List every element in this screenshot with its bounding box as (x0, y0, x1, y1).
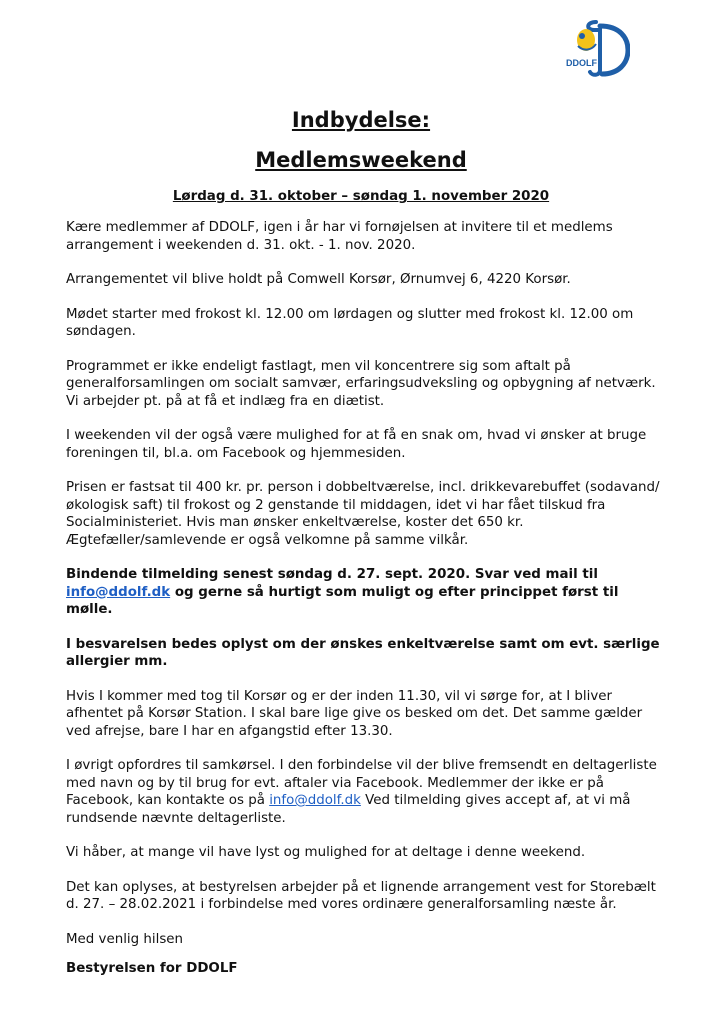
registration-text-a: Bindende tilmelding senest søndag d. 27. sept. 2020. Svar ved mail til (66, 567, 598, 582)
paragraph-discussion: I weekenden vil der også være mulighed for at få en snak om, hvad vi ønsker at bruge foreningen til, bl.a. om Facebook og hjemmesiden. (66, 428, 647, 461)
paragraph-next-event: Det kan oplyses, at bestyrelsen arbejder på et lignende arrangement vest for Storebælt d. 27. – 28.02.2021 i forbindelse med vores ordinære generalforsamling næste år. (66, 879, 656, 912)
paragraph-carpool (66, 757, 666, 827)
registration-email-link[interactable]: info@ddolf.dk (66, 584, 171, 600)
paragraph-intro: Kære medlemmer af DDOLF, igen i år har vi fornøjelsen at invitere til et medlems arrangement i weekenden d. 31. okt. - 1. nov. 2020. (66, 220, 613, 253)
paragraph-room-request: I besvarelsen bedes oplyst om der ønskes enkeltværelse samt om evt. særlige allergier mm. (66, 636, 660, 669)
ddolf-logo-graphic (566, 16, 630, 82)
paragraph-registration (66, 566, 666, 619)
event-dates: Lørdag d. 31. oktober – søndag 1. november 2020 (172, 189, 550, 204)
signature: Bestyrelsen for DDOLF (66, 961, 238, 976)
logo-text: DDOLF (566, 58, 597, 68)
registration-text-b: og gerne så hurtigt som muligt og efter princippet først til mølle. (66, 584, 619, 617)
paragraph-train-pickup: Hvis I kommer med tog til Korsør og er der inden 11.30, vil vi sørge for, at I bliver afhentet på Korsør Station. I skal bare lige give os besked om det. Det samme gælder ved afrejse, bare I har en afgangstid efter 13.30. (66, 688, 643, 739)
paragraph-price: Prisen er fastsat til 400 kr. pr. person i dobbeltværelse, incl. drikkevarebuffet (sodavand/økologisk saft) til frokost og 2 genstande til middagen, idet vi har fået tilskud fra Socialministeriet. Hvis man ønsker enkeltværelse, koster det 650 kr. Ægtefæller/samlevende er også velkomne på samme vilkår. (66, 480, 660, 548)
paragraph-hope: Vi håber, at mange vil have lyst og mulighed for at deltage i denne weekend. (66, 845, 586, 860)
carpool-text-b: Ved tilmelding gives accept af, at vi må rundsende nævnte deltagerliste. (66, 793, 631, 826)
paragraph-program: Programmet er ikke endeligt fastlagt, men vil koncentrere sig som aftalt på generalforsamlingen om socialt samvær, erfaringsudveksling og opbygning af netværk. Vi arbejder pt. på at få et indlæg fra en diætist. (66, 358, 656, 409)
closing-greeting: Med venlig hilsen (66, 931, 184, 947)
paragraph-schedule: Mødet starter med frokost kl. 12.00 om lørdagen og slutter med frokost kl. 12.00 om søndagen. (66, 306, 634, 339)
carpool-text-a: I øvrigt opfordres til samkørsel. I den forbindelse vil der blive fremsendt en deltagerliste med navn og by til brug for evt. aftaler via Facebook. Medlemmer der ikke er på Facebook, kan kontakte os på (66, 758, 657, 808)
heading-invitation: Indbydelse: (291, 108, 431, 132)
paragraph-venue: Arrangementet vil blive holdt på Comwell Korsør, Ørnumvej 6, 4220 Korsør. (66, 272, 571, 287)
ddolf-logo (566, 16, 630, 82)
carpool-email-link[interactable]: info@ddolf.dk (269, 793, 361, 808)
heading-member-weekend: Medlemsweekend (255, 148, 467, 172)
letter-body (66, 219, 666, 995)
